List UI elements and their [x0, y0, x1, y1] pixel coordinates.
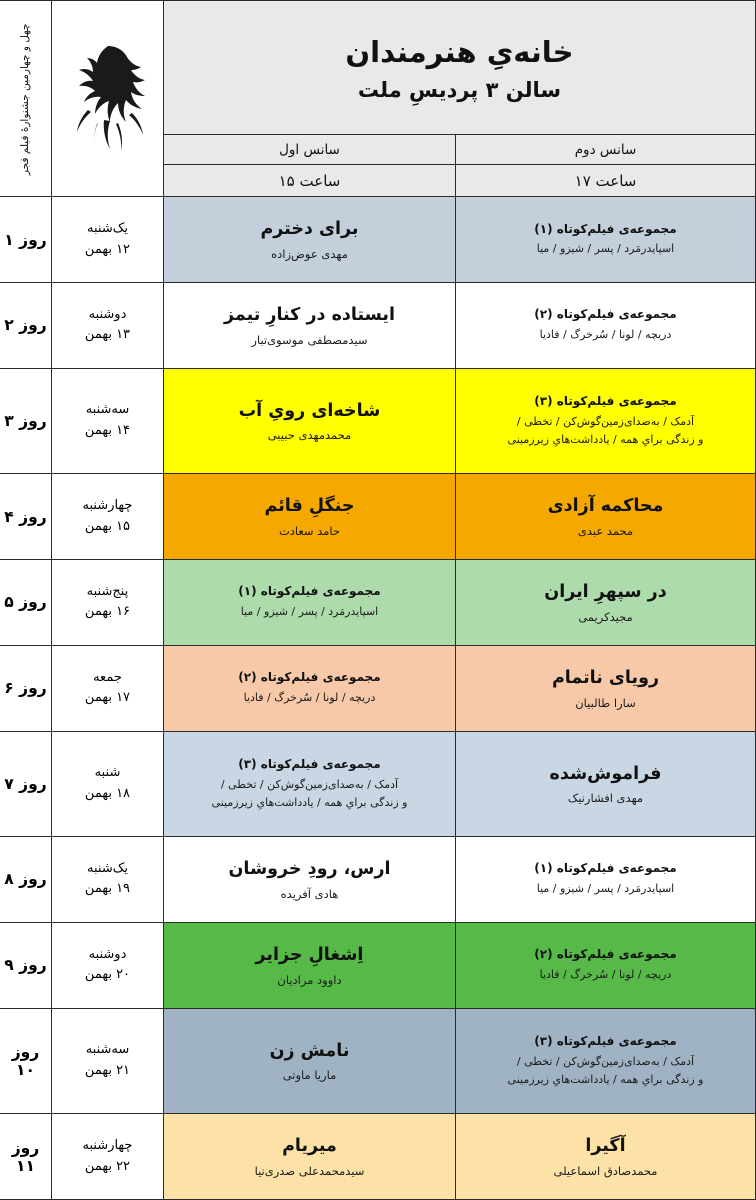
film-title: محاکمه آزادی	[547, 496, 664, 517]
day-of-month: ۲۰ بهمن	[84, 967, 131, 983]
film-director: محمدصادق اسماعیلی	[553, 1163, 658, 1178]
date-cell	[51, 837, 163, 923]
date-cell	[51, 474, 163, 560]
day-of-week: یک‌شنبه	[87, 220, 128, 236]
venue-subtitle: سالن ۳ پردیسِ ملت	[357, 78, 562, 103]
shorts-collection-title: مجموعه‌ی فیلم‌کوتاه (۱)	[534, 861, 677, 876]
shorts-line: دریچه / لونا / سُرخرگ / فادیا	[539, 328, 672, 342]
shorts-film-list	[174, 689, 445, 707]
table-row	[0, 474, 756, 560]
day-number-cell: روز ۸	[0, 837, 51, 923]
day-of-month: ۱۹ بهمن	[84, 881, 131, 897]
session1-label: سانس اول	[163, 135, 455, 165]
shorts-collection-title: مجموعه‌ی فیلم‌کوتاه (۲)	[238, 670, 381, 685]
shorts-line: آدمک / به‌صدای‌زمین‌گوش‌کن / تخطی /	[516, 414, 695, 428]
session1-cell[interactable]	[163, 731, 455, 836]
table-row	[0, 837, 756, 923]
session1-cell[interactable]	[163, 1114, 455, 1200]
day-of-week: سه‌شنبه	[85, 1042, 130, 1058]
date-cell	[51, 1008, 163, 1113]
day-of-month: ۱۶ بهمن	[84, 604, 131, 620]
table-row	[0, 731, 756, 836]
film-director: حامد سعادت	[278, 523, 341, 538]
session1-cell[interactable]	[163, 197, 455, 283]
session1-cell[interactable]	[163, 282, 455, 368]
shorts-line: اسپایدرمَرد / پسر / شیزو / میا	[536, 882, 675, 896]
session2-cell[interactable]	[456, 197, 756, 283]
day-of-week: جمعه	[93, 669, 122, 685]
date-cell	[51, 197, 163, 283]
session2-cell[interactable]	[456, 922, 756, 1008]
table-row	[0, 197, 756, 283]
day-of-week: سه‌شنبه	[85, 402, 130, 418]
session1-cell[interactable]	[163, 559, 455, 645]
film-director: سیدمحمدعلی صدری‌نیا	[254, 1163, 365, 1178]
table-row	[0, 1008, 756, 1113]
session1-cell[interactable]	[163, 1008, 455, 1113]
shorts-film-list	[466, 413, 745, 449]
shorts-film-list	[174, 603, 445, 621]
shorts-film-list	[466, 966, 745, 984]
shorts-collection-title: مجموعه‌ی فیلم‌کوتاه (۱)	[238, 584, 381, 599]
shorts-collection-title: مجموعه‌ی فیلم‌کوتاه (۲)	[534, 307, 677, 322]
shorts-collection-title: مجموعه‌ی فیلم‌کوتاه (۳)	[534, 1033, 677, 1048]
film-director: مجیدکریمی	[578, 609, 633, 624]
film-director: هادی آفریده	[280, 886, 339, 901]
shorts-line: و زندگی برایِ همه / یادداشت‌هایِ زیرزمینی	[507, 1072, 704, 1086]
shorts-line: و زندگی برایِ همه / یادداشت‌هایِ زیرزمینی	[211, 795, 408, 809]
day-of-week: چهارشنبه	[82, 1137, 133, 1153]
film-director: سارا طالبیان	[575, 695, 636, 710]
film-director: داوود مرادیان	[277, 972, 342, 987]
day-number-cell: روز ۱	[0, 197, 51, 283]
festival-name-vertical	[0, 1, 51, 197]
day-number-cell: روز ۵	[0, 559, 51, 645]
session2-cell[interactable]	[456, 731, 756, 836]
day-of-week: دوشنبه	[88, 306, 127, 322]
shorts-line: دریچه / لونا / سُرخرگ / فادیا	[243, 691, 376, 705]
table-row	[0, 368, 756, 473]
shorts-line: آدمک / به‌صدای‌زمین‌گوش‌کن / تخطی /	[220, 777, 399, 791]
date-cell	[51, 645, 163, 731]
session2-cell[interactable]	[456, 1114, 756, 1200]
poster-title-cell	[163, 1, 755, 135]
schedule-rows	[0, 197, 756, 1200]
day-number-cell: روز ۱۰	[0, 1008, 51, 1113]
film-director: مهدی عوض‌زاده	[271, 246, 348, 261]
day-number-cell: روز ۲	[0, 282, 51, 368]
film-title: برای دخترم	[260, 219, 359, 240]
film-title: رویای ناتمام	[551, 667, 660, 688]
session2-label: سانس دوم	[456, 135, 756, 165]
session1-cell[interactable]	[163, 474, 455, 560]
film-title: جنگلِ قائم	[264, 496, 355, 517]
film-title: در سپهرِ ایران	[544, 582, 667, 603]
film-title: ایستاده در کنارِ تیمز	[223, 305, 396, 326]
shorts-film-list	[466, 240, 745, 258]
session2-cell[interactable]	[456, 559, 756, 645]
day-number-cell: روز ۴	[0, 474, 51, 560]
session1-time: ساعت ۱۵	[163, 165, 455, 197]
film-title: آگیرا	[585, 1136, 626, 1157]
day-of-week: یک‌شنبه	[87, 860, 128, 876]
shorts-line: اسپایدرمَرد / پسر / شیزو / میا	[536, 242, 675, 256]
shorts-line: اسپایدرمَرد / پسر / شیزو / میا	[240, 605, 379, 619]
film-title: شاخه‌ای رویِ آب	[238, 400, 381, 421]
shorts-film-list	[174, 776, 445, 812]
shorts-film-list	[466, 880, 745, 898]
date-cell	[51, 559, 163, 645]
day-of-week: پنج‌شنبه	[86, 583, 129, 599]
film-director: سیدمصطفی موسوی‌تبار	[251, 332, 368, 347]
day-of-month: ۲۱ بهمن	[84, 1062, 131, 1078]
day-of-month: ۱۵ بهمن	[84, 518, 131, 534]
session2-cell[interactable]	[456, 645, 756, 731]
day-of-week: شنبه	[94, 765, 121, 781]
session1-cell[interactable]	[163, 837, 455, 923]
film-director: محمد عبدی	[577, 523, 634, 538]
date-cell	[51, 922, 163, 1008]
table-row	[0, 559, 756, 645]
date-cell	[51, 1114, 163, 1200]
session2-cell[interactable]	[456, 474, 756, 560]
film-director: محمدمهدی حبیبی	[267, 428, 352, 443]
day-of-month: ۱۷ بهمن	[84, 690, 131, 706]
table-row	[0, 282, 756, 368]
day-number-cell: روز ۳	[0, 368, 51, 473]
day-number-cell: روز ۷	[0, 731, 51, 836]
film-title: ارس، رودِ خروشان	[228, 859, 391, 880]
shorts-collection-title: مجموعه‌ی فیلم‌کوتاه (۳)	[238, 756, 381, 771]
day-of-month: ۱۴ بهمن	[84, 422, 131, 438]
shorts-film-list	[466, 1053, 745, 1089]
session2-cell[interactable]	[456, 368, 756, 473]
table-row	[0, 1114, 756, 1200]
table-row	[0, 922, 756, 1008]
table-body	[0, 1, 756, 197]
session2-time: ساعت ۱۷	[456, 165, 756, 197]
festival-name-text: چهل و چهارمین جشنوارهٔ فیلم فجر	[19, 22, 32, 175]
day-of-month: ۱۳ بهمن	[84, 327, 131, 343]
day-of-month: ۲۲ بهمن	[84, 1158, 131, 1174]
film-title: فراموش‌شده	[549, 763, 662, 784]
day-of-week: چهارشنبه	[82, 497, 133, 513]
film-title: میریام	[282, 1136, 337, 1157]
date-cell	[51, 368, 163, 473]
date-cell	[51, 731, 163, 836]
festival-logo-cell	[51, 1, 163, 197]
day-of-week: دوشنبه	[88, 946, 127, 962]
day-number-cell: روز ۹	[0, 922, 51, 1008]
shorts-collection-title: مجموعه‌ی فیلم‌کوتاه (۲)	[534, 947, 677, 962]
session1-cell[interactable]	[163, 368, 455, 473]
shorts-line: دریچه / لونا / سُرخرگ / فادیا	[539, 968, 672, 982]
day-of-month: ۱۲ بهمن	[84, 241, 131, 257]
film-director: مهدی افشارنیک	[567, 791, 644, 806]
day-number-cell: روز ۶	[0, 645, 51, 731]
shorts-line: و زندگی برایِ همه / یادداشت‌هایِ زیرزمینی	[507, 432, 704, 446]
page-title: خانه‌یِ هنرمندان	[345, 34, 574, 69]
shorts-collection-title: مجموعه‌ی فیلم‌کوتاه (۳)	[534, 393, 677, 408]
session1-cell[interactable]	[163, 922, 455, 1008]
date-cell	[51, 282, 163, 368]
table-row	[0, 645, 756, 731]
film-title: اِشغالِ جزایر	[255, 945, 364, 965]
day-number-cell: روز ۱۱	[0, 1114, 51, 1200]
session2-cell[interactable]	[456, 282, 756, 368]
session1-cell[interactable]	[163, 645, 455, 731]
session2-cell[interactable]	[456, 837, 756, 923]
header-row-title	[0, 1, 756, 135]
session2-cell[interactable]	[456, 1008, 756, 1113]
day-of-month: ۱۸ بهمن	[84, 785, 131, 801]
shorts-collection-title: مجموعه‌ی فیلم‌کوتاه (۱)	[534, 221, 677, 236]
shorts-line: آدمک / به‌صدای‌زمین‌گوش‌کن / تخطی /	[516, 1054, 695, 1068]
shorts-film-list	[466, 326, 745, 344]
simorgh-icon	[56, 3, 159, 194]
film-director: ماریا ماوتی	[282, 1068, 337, 1083]
film-title: نامش زن	[269, 1040, 350, 1061]
